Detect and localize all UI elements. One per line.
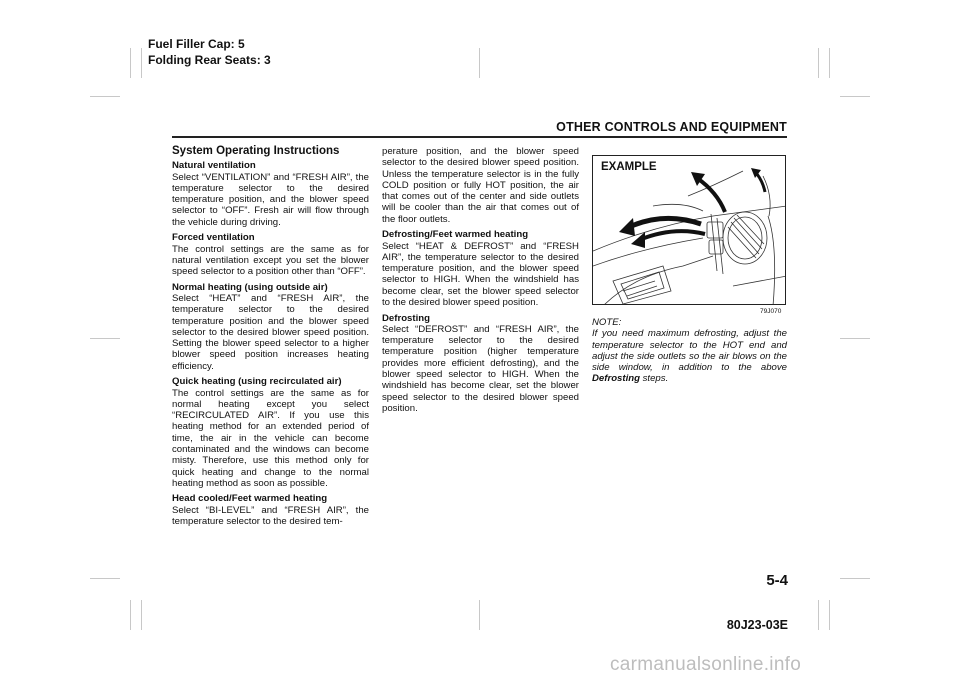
crop-mark bbox=[130, 48, 131, 78]
subheading: Quick heating (using recirculated air) bbox=[172, 376, 342, 388]
figure-label: EXAMPLE bbox=[601, 161, 657, 173]
note-emphasis: Defrosting bbox=[592, 373, 640, 385]
paragraph bbox=[172, 160, 369, 228]
corner-note-line: Fuel Filler Cap: 5 bbox=[148, 37, 245, 51]
header-title: OTHER CONTROLS AND EQUIPMENT bbox=[556, 120, 787, 134]
crop-mark bbox=[130, 600, 131, 630]
body-text: Select “BI-LEVEL” and “FRESH AIR”, the temperature selector to the desired tem- bbox=[172, 504, 369, 527]
body-text: Select “HEAT” and “FRESH AIR”, the temperature selector to the desired temperature position and the blower speed selector to the desired blower speed position. Setting the blower speed selector to a higher blower speed position increases heating efficiency. bbox=[172, 292, 369, 372]
paragraph bbox=[172, 232, 369, 277]
body-text: Select “DEFROST” and “FRESH AIR”, the temperature selector to the desired temperature position (higher temperature provides more efficient defrosting), and the blower speed selector to HIGH. When the windshield has become clear, set the blower speed selector to the desired blower speed position. bbox=[382, 323, 579, 414]
subheading: Normal heating (using outside air) bbox=[172, 281, 328, 293]
crop-mark bbox=[90, 338, 120, 339]
crop-mark bbox=[141, 48, 142, 78]
crop-mark bbox=[840, 338, 870, 339]
body-text: Select “HEAT & DEFROST” and “FRESH AIR”, the temperature selector to the desired temperature position, and the blower speed selector to HIGH. When the windshield has become clear, set the blower speed selector to the desired blower speed position. bbox=[382, 240, 579, 309]
crop-mark bbox=[818, 600, 819, 630]
example-figure bbox=[592, 155, 786, 305]
body-text: Select “VENTILATION” and “FRESH AIR”, the temperature selector to the desired temperature position, and the blower speed selector to “OFF”. Fresh air will flow through the vehicle during driving. bbox=[172, 171, 369, 228]
subheading: Head cooled/Feet warmed heating bbox=[172, 493, 328, 505]
paragraph bbox=[382, 313, 579, 415]
body-text: The control settings are the same as for normal heating except you select “RECIRCULATED AIR”. If you use this heating method for an extended period of time, the air in the vehicle can become contaminated and the windows can become misty. Therefore, use this method only for quick heating and change to the normal heating method as soon as possible. bbox=[172, 387, 369, 489]
crop-mark bbox=[829, 600, 830, 630]
header-rule bbox=[172, 136, 787, 138]
corner-note-line: Folding Rear Seats: 3 bbox=[148, 53, 271, 67]
column-1 bbox=[172, 146, 369, 531]
subheading: Forced ventilation bbox=[172, 232, 255, 244]
crop-mark bbox=[840, 578, 870, 579]
crop-mark bbox=[479, 600, 480, 630]
defroster-outlet-illustration bbox=[593, 156, 786, 305]
paragraph bbox=[172, 493, 369, 527]
note-text: If you need maximum defrosting, adjust the temperature selector to the HOT end and adjust the side outlets so the air blows on the side window, in addition to the above bbox=[592, 328, 787, 374]
note-label: NOTE: bbox=[592, 317, 622, 328]
note bbox=[592, 317, 787, 385]
crop-mark bbox=[479, 48, 480, 78]
subheading: Natural ventilation bbox=[172, 160, 256, 172]
column-2 bbox=[382, 146, 579, 418]
crop-mark bbox=[840, 96, 870, 97]
crop-mark bbox=[818, 48, 819, 78]
section-title: System Operating Instructions bbox=[172, 145, 340, 157]
document-code: 80J23-03E bbox=[726, 618, 788, 632]
paragraph bbox=[172, 282, 369, 372]
body-text: The control settings are the same as for natural ventilation except you set the blower speed selector to a position other than “OFF”. bbox=[172, 243, 369, 278]
crop-mark bbox=[829, 48, 830, 78]
subheading: Defrosting/Feet warmed heating bbox=[382, 229, 529, 241]
crop-mark bbox=[90, 578, 120, 579]
watermark: carmanualsonline.info bbox=[610, 654, 802, 675]
note-text-end: steps. bbox=[639, 373, 669, 385]
page-number: 5-4 bbox=[766, 572, 788, 589]
corner-note bbox=[148, 36, 271, 68]
subheading: Defrosting bbox=[382, 312, 430, 324]
paragraph bbox=[382, 146, 579, 225]
body-text: perature position, and the blower speed selector to the desired blower speed position. Unless the temperature selector is in the fully COLD position or fully HOT position, the air that comes out of the center and side outlets will be cooler than the air that comes out of the floor outlets. bbox=[382, 146, 579, 225]
paragraph bbox=[382, 229, 579, 308]
paragraph bbox=[172, 376, 369, 489]
figure-code: 79J070 bbox=[760, 308, 782, 315]
crop-mark bbox=[141, 600, 142, 630]
crop-mark bbox=[90, 96, 120, 97]
